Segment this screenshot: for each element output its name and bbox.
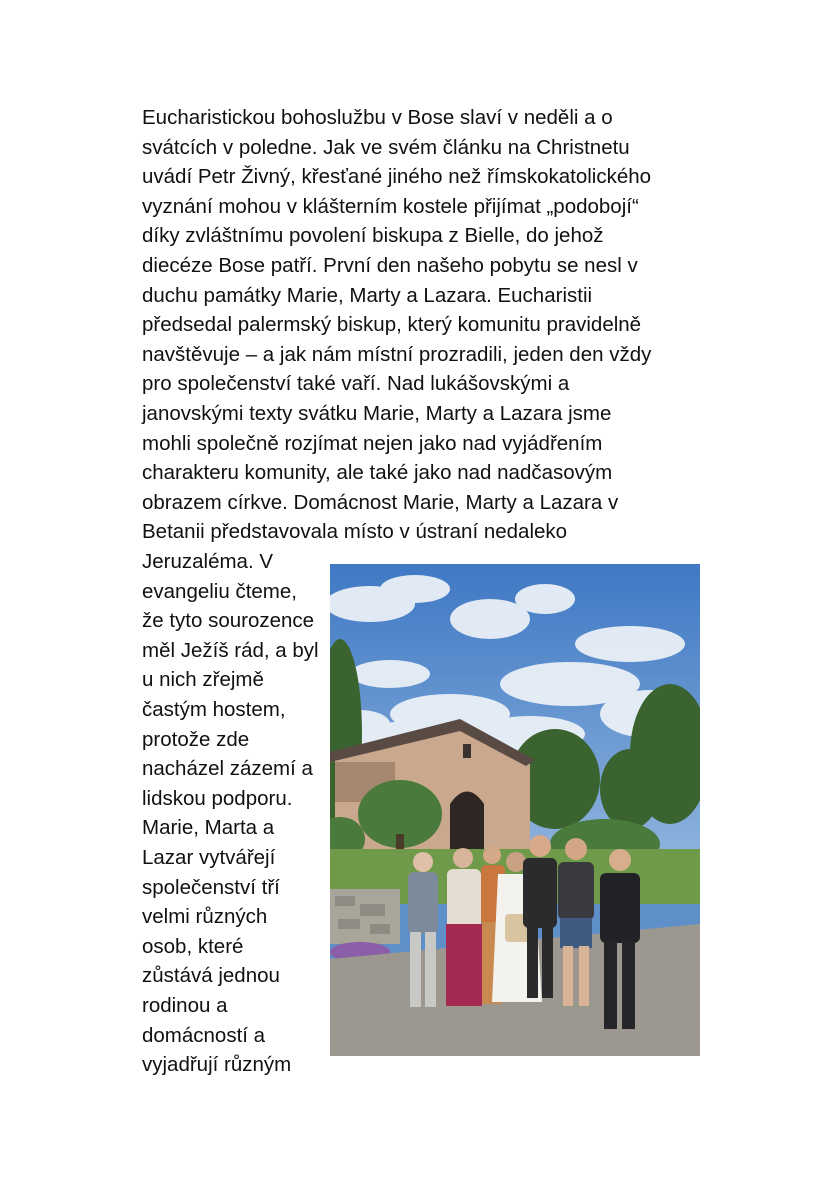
text-line: protože zde: [142, 727, 250, 751]
text-line: diecéze Bose patří. První den našeho pobytu se nesl v: [142, 253, 638, 277]
article-text-wrapped: [142, 547, 332, 1080]
text-line: navštěvuje – a jak nám místní prozradili, jeden den vždy: [142, 342, 652, 366]
text-line: Marie, Marta a: [142, 816, 275, 840]
text-line: díky zvláštnímu povolení biskupa z Bielle, do jehož: [142, 224, 604, 248]
text-line: Betanii představovala místo v ústraní nedaleko: [142, 520, 568, 544]
text-line: nacházel zázemí a: [142, 757, 313, 781]
text-line: vyznání mohou v klášterním kostele přijímat „podobojí“: [142, 194, 639, 218]
text-line: duchu památky Marie, Marty a Lazara. Eucharistii: [142, 283, 593, 307]
text-line: společenství tří: [142, 875, 280, 899]
text-line: Eucharistickou bohoslužbu v Bose slaví v neděli a o: [142, 106, 613, 129]
group-photo-illustration: [330, 564, 700, 1056]
text-line: domácností a: [142, 1023, 266, 1047]
text-line: mohli společně rozjímat nejen jako nad vyjádřením: [142, 431, 603, 455]
person: [446, 848, 482, 1006]
text-line: rodinou a: [142, 993, 228, 1017]
text-line: osob, které: [142, 934, 244, 958]
text-line: janovskými texty svátku Marie, Marty a Lazara jsme: [142, 401, 612, 425]
text-line: velmi různých: [142, 905, 268, 929]
text-line: zůstává jednou: [142, 964, 280, 988]
text-line: předsedal palermský biskup, který komunitu pravidelně: [142, 313, 642, 337]
text-line: uvádí Petr Živný, křesťané jiného než římskokatolického: [142, 165, 652, 189]
text-line: Lazar vytvářejí: [142, 845, 276, 869]
text-line: lidskou podporu.: [142, 786, 293, 810]
text-line: Jeruzaléma. V: [142, 550, 274, 573]
text-line: pro společenství také vaří. Nad lukášovskými a: [142, 372, 570, 396]
text-line: častým hostem,: [142, 697, 286, 721]
text-line: vyjadřují různým: [142, 1053, 292, 1077]
text-line: charakteru komunity, ale také jako nad nadčasovým: [142, 461, 613, 485]
text-line: obrazem církve. Domácnost Marie, Marty a Lazara v: [142, 490, 619, 514]
text-line: svátcích v poledne. Jak ve svém článku na Christnetu: [142, 135, 630, 159]
text-line: že tyto sourozence: [142, 609, 315, 633]
article-text-full-width: [142, 103, 702, 547]
text-line: evangeliu čteme,: [142, 579, 297, 603]
text-line: měl Ježíš rád, a byl: [142, 638, 319, 662]
text-line: u nich zřejmě: [142, 668, 264, 692]
group-photo: [330, 564, 700, 1056]
